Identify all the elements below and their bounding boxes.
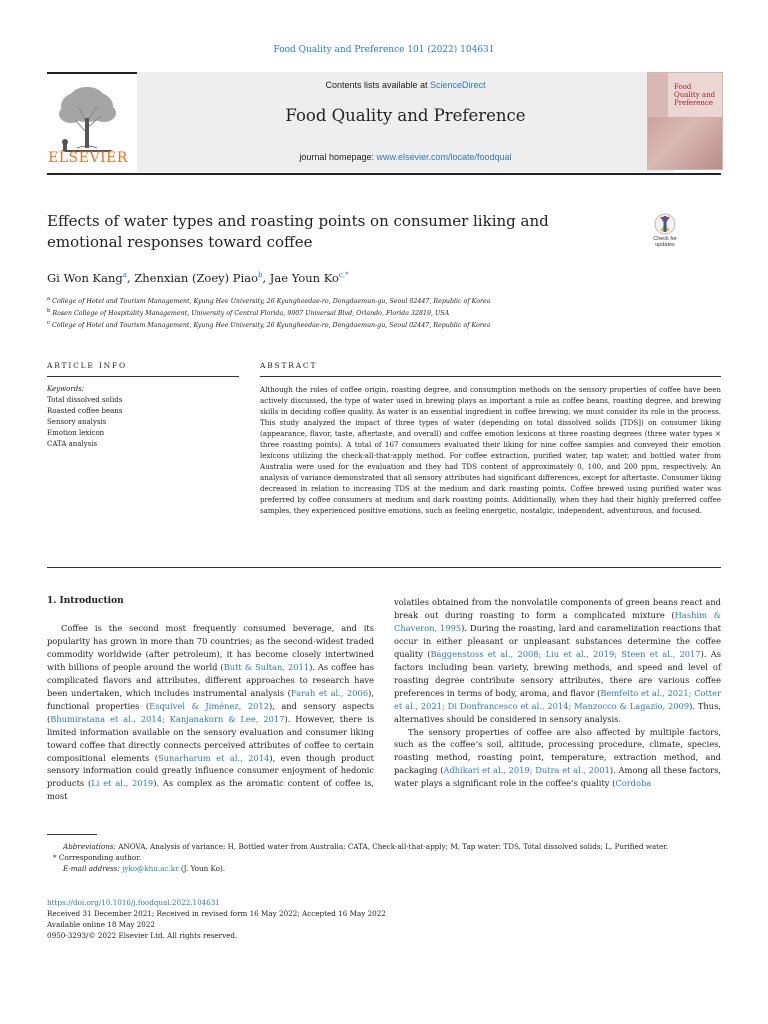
citation-link[interactable]: Farah et al., 2006 bbox=[290, 687, 369, 698]
homepage-line bbox=[137, 152, 674, 162]
homepage-prefix: journal homepage: bbox=[299, 152, 377, 162]
citation-link[interactable]: Butt & Sultan, 2011 bbox=[223, 661, 310, 672]
body-text: ). As coffee has complicated flavors and attributes, different approaches to research have been undertaken, which includes instrumental analysis ( bbox=[47, 661, 374, 698]
affiliation-text: College of Hotel and Tourism Management, Kyung Hee University, 26 Kyungheedae-ro, Dongdaemun-gu, Seoul 02447, Republic of Korea bbox=[51, 322, 491, 330]
citation-link[interactable]: Li et al., 2019 bbox=[91, 778, 154, 789]
section-heading-introduction: 1. Introduction bbox=[47, 596, 124, 606]
cover-title-line: Preference bbox=[674, 99, 713, 107]
citation-link[interactable]: Esquivel & Jiménez, 2012 bbox=[149, 700, 269, 711]
journal-citation[interactable]: Food Quality and Preference 101 (2022) 104631 bbox=[273, 45, 495, 55]
copyright: 0950-3293/© 2022 Elsevier Ltd. All rights reserved. bbox=[47, 931, 238, 940]
journal-cover-thumbnail[interactable] bbox=[647, 72, 723, 170]
doi-block bbox=[47, 897, 386, 941]
abstract-rule-bottom bbox=[47, 567, 721, 568]
body-text: ). Thus, alternatives should be considered in sensory analysis. bbox=[394, 700, 721, 724]
doi-link[interactable]: https://doi.org/10.1016/j.foodqual.2022.104631 bbox=[47, 898, 220, 907]
corresponding-author-note: * Corresponding author. bbox=[53, 853, 142, 862]
abstract-text: Although the roles of coffee origin, roasting degree, and consumption methods on the sensory properties of coffee have been actively discussed, the type of water used in brewing plays as important a role as coffee beans, roasting degree, and brewing skills in deciding coffee quality. As water is an essential ingredient in coffee brewing, we must consider its role in the process. This study analyzed the impact of three types of water (depending on total dissolved solids [TDS]) on consumer liking (appearance, flavor, taste, aftertaste, and overall) and coffee emotion lexicons at three roasting degrees (three water types × three roasting points). A total of 167 consumers evaluated their liking for nine coffee samples and conveyed their emotion lexicons utilizing the check-all-that-apply method. For coffee extraction, purified water, tap water, and bottled water from Australia were used for the evaluation and they had TDS content of approximately 0, 100, and 200 ppm, respectively. An analysis of variance demonstrated that all sensory attributes had significant differences, except for aftertaste. Consumer liking decreased in relation to increasing TDS at the medium and dark roasting points. Coffee brewed using purified water was preferred by coffee consumers at medium and dark roasting points. Additionally, when they had their highly preferred coffee samples, they experienced positive emotions, such as feeling energetic, nostalgic, independent, adventurous, and focused. bbox=[260, 385, 721, 515]
body-column-left bbox=[47, 622, 374, 803]
check-for-updates-badge[interactable] bbox=[650, 212, 680, 250]
check-updates-icon bbox=[650, 212, 680, 236]
journal-header bbox=[47, 72, 721, 172]
header-bottom-rule bbox=[47, 173, 721, 175]
affiliation bbox=[47, 320, 727, 329]
elsevier-wordmark[interactable]: ELSEVIER bbox=[48, 150, 128, 166]
journal-homepage-link[interactable]: www.elsevier.com/locate/foodqual bbox=[376, 152, 512, 162]
affiliation-mark: c bbox=[47, 320, 50, 326]
body-text: The sensory properties of coffee are also affected by multiple factors, such as the coffee’s soil, altitude, processing procedure, climate, species, roasting method, roasting point, temperature, extraction method, and packaging ( bbox=[394, 726, 721, 776]
article-title: Effects of water types and roasting points on consumer liking and emotional responses toward coffee bbox=[47, 212, 549, 251]
email-link[interactable]: jyko@khu.ac.kr bbox=[122, 864, 179, 873]
abbreviations-note bbox=[47, 841, 721, 852]
check-updates-line: updates bbox=[655, 242, 675, 248]
citation-link[interactable]: Adhikari et al., 2019; Dutra et al., 2001 bbox=[443, 765, 610, 776]
cover-title-line: Quality and bbox=[674, 91, 716, 99]
cover-title bbox=[674, 83, 715, 107]
author-affil-mark[interactable]: c,* bbox=[338, 271, 349, 280]
abstract-rule-top bbox=[260, 376, 721, 377]
body-text: ). However, there is limited information available on the sensory evaluation and consumer liking toward coffee that directly connects perceived attributes of coffee to certain compositional elements ( bbox=[47, 713, 374, 763]
body-column-right bbox=[394, 596, 721, 790]
cover-title-line: Food bbox=[674, 83, 692, 91]
citation-link[interactable]: Baggenstoss et al., 2008; Liu et al., 2019; Steen et al., 2017 bbox=[430, 648, 701, 659]
body-text: ). As factors including bean variety, brewing methods, and speed and level of roasting degree contribute sensory attributes, there are various coffee preferences in terms of body, aroma, and flavor ( bbox=[394, 648, 722, 698]
sciencedirect-link[interactable]: ScienceDirect bbox=[430, 80, 486, 90]
journal-title: Food Quality and Preference bbox=[285, 106, 526, 125]
body-text: ), and sensory aspects ( bbox=[47, 700, 374, 724]
contents-line bbox=[137, 80, 674, 90]
article-info-heading: ARTICLE INFO bbox=[47, 361, 127, 370]
affiliation-text: College of Hotel and Tourism Management, Kyung Hee University, 26 Kyungheedae-ro, Dongdaemun-gu, Seoul 02447, Republic of Korea bbox=[52, 298, 491, 306]
citation-link[interactable]: Bhumiratana et al., 2014; Kanjanakorn & Lee, 2017 bbox=[50, 713, 285, 724]
email-note bbox=[47, 863, 721, 874]
check-updates-line: Check for bbox=[653, 236, 677, 242]
author-affil-mark[interactable]: b bbox=[258, 271, 263, 280]
email-suffix: (J. Youn Ko). bbox=[178, 864, 226, 873]
affiliation bbox=[47, 296, 727, 305]
keyword: Roasted coffee beans bbox=[47, 407, 123, 415]
body-text: ). During the roasting, lard and caramelization reactions that occur in either pleasant or unpleasant substances determine the coffee quality ( bbox=[394, 622, 721, 659]
body-text: volatiles obtained from the nonvolatile components of green beans react and break out during roasting to form a complicated mixture ( bbox=[394, 597, 721, 620]
affiliation-mark: b bbox=[47, 308, 51, 314]
body-text: Coffee is the second most frequently consumed beverage, and its popularity has grown in more than 70 countries; as the second-widest traded commodity worldwide (after petroleum), it has become closely intertwined with billions of people around the world ( bbox=[47, 623, 374, 672]
contents-prefix: Contents lists available at bbox=[325, 80, 431, 90]
author-name[interactable]: Zhenxian (Zoey) Piao bbox=[134, 271, 258, 285]
footnotes bbox=[47, 841, 721, 874]
cover-artwork bbox=[648, 117, 722, 169]
author-name[interactable]: Gi Won Kang bbox=[47, 271, 123, 285]
body-paragraph bbox=[394, 596, 721, 726]
email-label: E-mail address: bbox=[63, 864, 120, 873]
check-updates-label bbox=[650, 236, 680, 248]
author-affil-mark[interactable]: a bbox=[122, 271, 127, 280]
author-name[interactable]: Jae Youn Ko bbox=[269, 271, 339, 285]
article-info-rule bbox=[47, 376, 239, 377]
affiliation bbox=[47, 308, 727, 317]
abstract-heading: ABSTRACT bbox=[260, 361, 318, 370]
body-paragraph bbox=[394, 726, 721, 791]
keywords-block bbox=[47, 384, 237, 450]
received-dates: Received 31 December 2021; Received in revised form 16 May 2022; Accepted 16 May 2022 bbox=[47, 909, 386, 918]
body-text: ). Among all these factors, water plays a significant role in the coffee’s quality ( bbox=[394, 765, 721, 789]
keywords-heading: Keywords: bbox=[47, 385, 85, 393]
abbreviations-label: Abbreviations: bbox=[63, 842, 116, 851]
abbreviations-text: ANOVA, Analysis of variance; H, Bottled water from Australia; CATA, Check-all-that-apply; M, Tap water; TDS, Total dissolved solids; L, Purified water. bbox=[115, 842, 669, 851]
citation-link[interactable]: Hashim & Chaveron, 1995 bbox=[394, 609, 721, 633]
body-paragraph bbox=[47, 622, 374, 803]
body-text: ), functional properties ( bbox=[47, 687, 374, 711]
keyword: CATA analysis bbox=[47, 440, 98, 448]
citation-link[interactable]: Sunarharum et al., 2014 bbox=[157, 752, 270, 763]
affiliation-mark: a bbox=[47, 296, 51, 302]
keyword: Total dissolved solids bbox=[47, 396, 123, 404]
body-text: ). As complex as the aromatic content of coffee is, most bbox=[47, 778, 374, 802]
footnote-rule bbox=[47, 834, 97, 835]
available-online: Available online 18 May 2022 bbox=[47, 920, 155, 929]
keyword: Sensory analysis bbox=[47, 418, 107, 426]
citation-link[interactable]: Bemfeito et al., 2021; Cotter et al., 2021; Di Donfrancesco et al., 2014; Manzocco & Lagazio, 2009 bbox=[394, 687, 721, 711]
affiliation-text: Rosen College of Hospitality Management, University of Central Florida, 9907 Universal Blvd, Orlando, Florida 32819, USA bbox=[52, 310, 450, 318]
body-text: ), even though product sensory information could greatly influence consumer enjoyment of hedonic products ( bbox=[47, 752, 374, 789]
author-list: Gi Won Kang$^a$, Zhenxian (Zoey) Piao$^b$, Jae Youn $Ko^{c,*}$ bbox=[47, 271, 349, 285]
keyword: Emotion lexicon bbox=[47, 429, 105, 437]
citation-link[interactable]: Cordoba bbox=[615, 778, 652, 789]
